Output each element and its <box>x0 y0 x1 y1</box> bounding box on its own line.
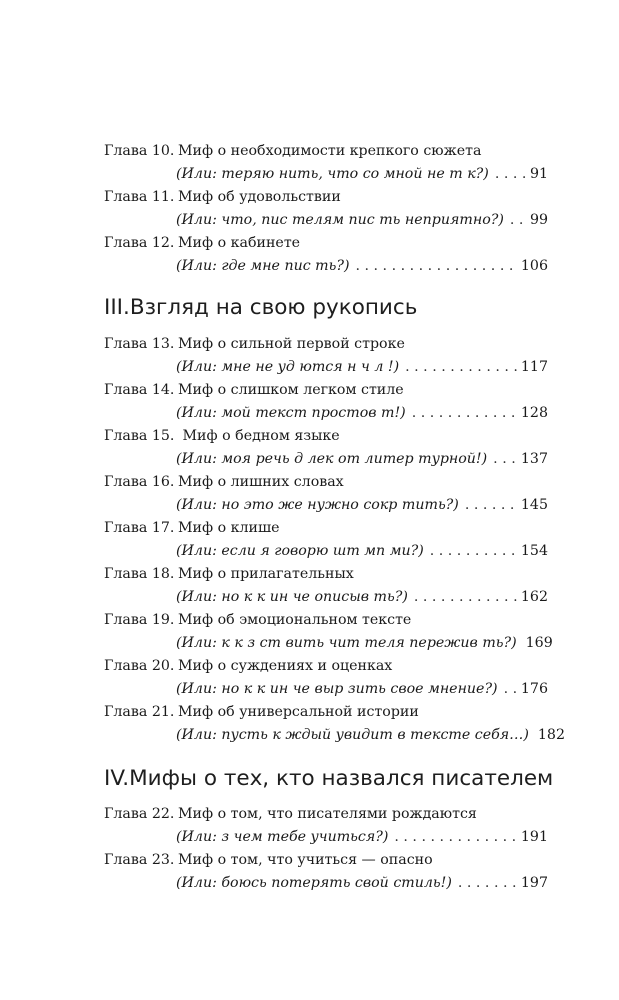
chapter-number: Глава 11. <box>104 189 175 205</box>
chapter-number: Глава 16. <box>104 474 175 490</box>
chapter-title: Миф о клише <box>178 520 280 536</box>
chapter-subtitle: (Или: пусть к ждый увидит в тексте себя…) <box>176 727 529 743</box>
chapter-number: Глава 23. <box>104 852 175 868</box>
chapter-subtitle: (Или: з чем тебе учиться?) <box>176 829 389 845</box>
chapter-subtitle: (Или: где мне пис ть?) <box>176 258 350 274</box>
dot-leader <box>458 873 518 893</box>
toc-entry <box>0 141 619 187</box>
chapter-number: Глава 22. <box>104 806 175 822</box>
chapter-number: Глава 20. <box>104 658 175 674</box>
chapter-subtitle: (Или: боюсь потерять свой стиль!) <box>176 875 452 891</box>
dot-leader <box>356 256 518 276</box>
toc-entry <box>0 380 619 426</box>
toc-entry <box>0 334 619 380</box>
toc-entry <box>0 610 619 656</box>
chapter-number: Глава 14. <box>104 382 175 398</box>
page-number: 128 <box>520 405 548 421</box>
page-number: 197 <box>520 875 548 891</box>
dot-leader <box>510 210 527 230</box>
toc-part-top <box>0 141 619 279</box>
chapter-number: Глава 10. <box>104 143 175 159</box>
chapter-number: Глава 17. <box>104 520 175 536</box>
toc-entry <box>0 702 619 748</box>
page-number: 154 <box>520 543 548 559</box>
dot-leader <box>405 357 518 377</box>
toc-entry <box>0 564 619 610</box>
toc-part-4 <box>0 804 619 896</box>
toc-entry <box>0 426 619 472</box>
chapter-subtitle: (Или: моя речь д лек от литер турной!) <box>176 451 488 467</box>
dot-leader <box>414 587 518 607</box>
page-number: 176 <box>520 681 548 697</box>
toc-entry <box>0 656 619 702</box>
chapter-title: Миф о слишком легком стиле <box>178 382 404 398</box>
dot-leader <box>504 679 518 699</box>
toc-entry <box>0 850 619 896</box>
dot-leader <box>412 403 518 423</box>
page-number: 145 <box>520 497 548 513</box>
page-number: 191 <box>520 829 548 845</box>
part-heading: III.Взгляд на свою рукопись <box>104 295 418 320</box>
page-number: 137 <box>520 451 548 467</box>
chapter-number: Глава 15. <box>104 428 175 444</box>
chapter-subtitle: (Или: к к з ст вить чит теля пережив ть?) <box>176 635 517 651</box>
chapter-subtitle: (Или: мне не уд ются н ч л !) <box>176 359 400 375</box>
dot-leader <box>465 495 518 515</box>
page-number: 162 <box>520 589 548 605</box>
chapter-subtitle: (Или: теряю нить, что со мной не т к?) <box>176 166 489 182</box>
dot-leader <box>430 541 518 561</box>
chapter-title: Миф о прилагательных <box>178 566 354 582</box>
chapter-title: Миф о бедном языке <box>178 428 340 444</box>
chapter-title: Миф об удовольствии <box>178 189 341 205</box>
page-number: 169 <box>525 635 553 651</box>
toc-entry <box>0 472 619 518</box>
toc-entry <box>0 187 619 233</box>
dot-leader <box>495 164 527 184</box>
chapter-subtitle: (Или: но это же нужно сокр тить?) <box>176 497 459 513</box>
chapter-subtitle: (Или: но к к ин че описыв ть?) <box>176 589 408 605</box>
page-number: 117 <box>520 359 548 375</box>
chapter-title: Миф о лишних словах <box>178 474 344 490</box>
dot-leader <box>394 827 518 847</box>
toc-entry <box>0 804 619 850</box>
chapter-number: Глава 19. <box>104 612 175 628</box>
chapter-number: Глава 13. <box>104 336 175 352</box>
page-number: 91 <box>529 166 548 182</box>
toc-entry <box>0 518 619 564</box>
chapter-title: Миф о сильной первой строке <box>178 336 405 352</box>
toc-entry <box>0 233 619 279</box>
chapter-title: Миф о необходимости крепкого сюжета <box>178 143 482 159</box>
chapter-title: Миф об эмоциональном тексте <box>178 612 412 628</box>
chapter-number: Глава 21. <box>104 704 175 720</box>
chapter-title: Миф о кабинете <box>178 235 301 251</box>
dot-leader <box>493 449 518 469</box>
chapter-subtitle: (Или: мой текст простов т!) <box>176 405 406 421</box>
page-number: 99 <box>529 212 548 228</box>
chapter-subtitle: (Или: но к к ин че выр зить свое мнение?) <box>176 681 498 697</box>
chapter-subtitle: (Или: если я говорю шт мп ми?) <box>176 543 424 559</box>
chapter-title: Миф о суждениях и оценках <box>178 658 393 674</box>
chapter-number: Глава 18. <box>104 566 175 582</box>
chapter-title: Миф о том, что учиться — опасно <box>178 852 433 868</box>
part-heading: IV.Мифы о тех, кто назвался писателем <box>104 766 554 791</box>
page-number: 106 <box>520 258 548 274</box>
chapter-subtitle: (Или: что, пис телям пис ть неприятно?) <box>176 212 504 228</box>
chapter-number: Глава 12. <box>104 235 175 251</box>
chapter-title: Миф о том, что писателями рождаются <box>178 806 477 822</box>
page-number: 182 <box>537 727 565 743</box>
toc-part-3 <box>0 334 619 748</box>
chapter-title: Миф об универсальной истории <box>178 704 419 720</box>
